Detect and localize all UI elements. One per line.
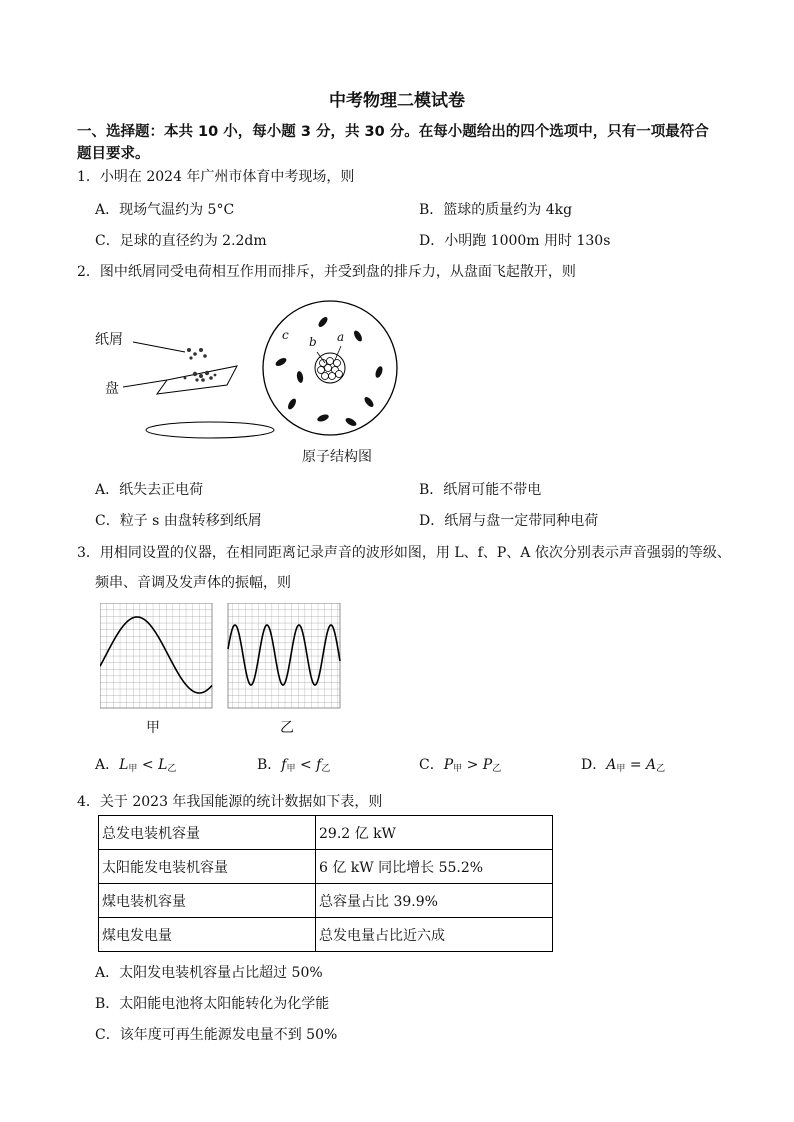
q3-c-var2: P	[482, 757, 493, 773]
question-2-stem: 2．图中纸屑同受电荷相互作用而排斥，并受到盘的排斥力，从盘面飞起散开，则	[77, 264, 576, 280]
q3-b-var1: f	[281, 757, 287, 773]
q3-b-op: <	[295, 757, 317, 773]
q3-d-sub1: 甲	[616, 764, 626, 774]
section-heading-line1: 一、选择题：本共 10 小，每小题 3 分，共 30 分。在每小题给出的四个选项中，只有一项最符合	[77, 124, 709, 140]
q3-c-sub1: 甲	[453, 764, 463, 774]
q3-d-sub2: 乙	[656, 764, 666, 774]
page-title: 中考物理二模试卷	[329, 91, 465, 111]
label-a: a	[337, 330, 345, 344]
q3-d-var2: A	[646, 757, 657, 773]
table-row	[99, 918, 553, 952]
q1-option-c: C．足球的直径约为 2.2dm	[95, 233, 267, 249]
table-row	[99, 816, 553, 850]
q2-option-b: B．纸屑可能不带电	[419, 482, 542, 498]
table-row	[99, 850, 553, 884]
q3-option-d	[581, 754, 665, 774]
q3-d-var1: A	[606, 757, 617, 773]
question-3-stem-line1: 3．用相同设置的仪器，在相同距离记录声音的波形如图，用 L、f、P、A 依次分别表示声音强弱的等级、	[77, 545, 731, 561]
label-jia: 甲	[146, 720, 160, 736]
label-b: b	[309, 335, 317, 349]
table-cell: 煤电发电量	[99, 918, 316, 952]
q3-option-b	[257, 754, 330, 774]
label-yi: 乙	[280, 720, 294, 736]
q1-option-a: A．现场气温约为 5°C	[95, 202, 235, 218]
q4-option-b: B．太阳能电池将太阳能转化为化学能	[95, 996, 330, 1012]
q3-b-sub1: 甲	[286, 764, 296, 774]
q2-option-d: D．纸屑与盘一定带同种电荷	[419, 513, 599, 529]
q2-option-c: C．粒子 s 由盘转移到纸屑	[95, 513, 262, 529]
label-plate: 盘	[105, 381, 119, 397]
q3-a-var1: L	[119, 757, 129, 773]
q3-c-op: >	[462, 757, 483, 773]
q1-option-b: B．篮球的质量约为 4kg	[419, 202, 573, 218]
q3-b-prefix: B．	[257, 757, 282, 773]
table-cell: 总发电装机容量	[99, 816, 316, 850]
q3-option-a	[95, 754, 176, 774]
q3-a-prefix: A．	[95, 757, 120, 773]
atom-structure-diagram	[263, 301, 397, 435]
label-c: c	[282, 328, 289, 342]
q3-a-op: <	[137, 757, 159, 773]
label-atom-structure: 原子结构图	[302, 449, 372, 465]
q3-option-c	[419, 754, 501, 774]
table-cell: 6 亿 kW 同比增长 55.2%	[316, 850, 553, 884]
q4-option-a: A．太阳发电装机容量占比超过 50%	[95, 965, 323, 981]
q3-a-sub2: 乙	[167, 764, 177, 774]
energy-stats-table	[98, 815, 553, 952]
q3-b-var2: f	[316, 757, 322, 773]
q3-c-prefix: C．	[419, 757, 444, 773]
table-cell: 总容量占比 39.9%	[316, 884, 553, 918]
q3-a-var2: L	[158, 757, 168, 773]
q3-b-sub2: 乙	[321, 764, 331, 774]
q2-figure	[85, 300, 415, 470]
question-4-stem: 4．关于 2023 年我国能源的统计数据如下表，则	[77, 794, 383, 810]
plate-figure	[123, 342, 274, 438]
q3-c-sub2: 乙	[492, 764, 502, 774]
table-cell: 29.2 亿 kW	[316, 816, 553, 850]
waveform-yi	[228, 603, 340, 708]
table-cell: 总发电量占比近六成	[316, 918, 553, 952]
table-cell: 煤电装机容量	[99, 884, 316, 918]
section-heading-line2: 题目要求。	[77, 146, 150, 162]
q3-a-sub1: 甲	[128, 764, 138, 774]
q4-option-c: C．该年度可再生能源发电量不到 50%	[95, 1027, 338, 1043]
q3-d-prefix: D．	[581, 757, 607, 773]
question-1-stem: 1．小明在 2024 年广州市体育中考现场，则	[77, 169, 355, 185]
q1-option-d: D．小明跑 1000m 用时 130s	[419, 233, 611, 249]
q2-option-a: A．纸失去正电荷	[95, 482, 204, 498]
q3-c-var1: P	[443, 757, 454, 773]
q3-d-op: =	[625, 757, 647, 773]
table-cell: 太阳能发电装机容量	[99, 850, 316, 884]
q3-waveforms	[100, 603, 352, 713]
label-paper-scraps: 纸屑	[95, 332, 123, 348]
table-row	[99, 884, 553, 918]
question-3-stem-line2: 频串、音调及发声体的振幅，则	[95, 575, 291, 591]
waveform-jia	[100, 603, 212, 708]
